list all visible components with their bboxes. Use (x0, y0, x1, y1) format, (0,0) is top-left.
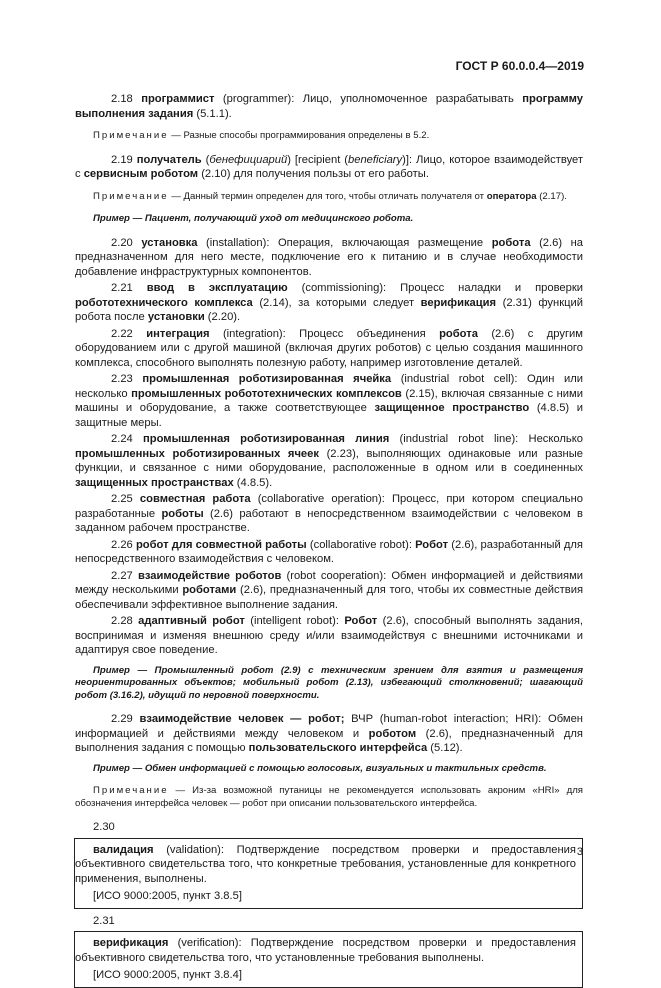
term: интеграция (146, 327, 210, 340)
page-number: 3 (576, 846, 583, 858)
standard-designation: ГОСТ Р 60.0.0.4—2019 (455, 59, 584, 73)
entry-number-2-30: 2.30 (93, 821, 115, 833)
entry-2-18: 2.18 программист (programmer): Лицо, уполномоченное разрабатывать программу выполнения задания (5.1.1). (75, 93, 584, 120)
example-label: Пример (93, 762, 130, 774)
entry-2-24: 2.24 промышленная роботизированная линия (industrial robot line): Несколько промышленных роботизированных ячеек (2.23), выполняющих одинаковые или разные функции, и связанное с ними оборудование, расположенные в одном или в соединенных защищенных пространствах (4.8.5). (75, 433, 583, 489)
note-label: Примечание (93, 190, 169, 202)
entry-number-2-31: 2.31 (93, 914, 115, 927)
entry-2-30: валидация (validation): Подтверждение посредством проверки и предоставления объективного свидетельства того, что конкретные требования, установленные для конкретного применения, выполнены. (75, 843, 576, 885)
term: промышленная роботизированная линия (143, 433, 390, 445)
entry-number: 2.28 (111, 615, 133, 627)
document-body (75, 92, 583, 988)
entry-number: 2.19 (111, 153, 133, 166)
entry-2-31-box (74, 931, 583, 988)
term: установка (141, 236, 198, 249)
note-label: Примечание (93, 130, 169, 141)
term: адаптивный робот (138, 615, 245, 627)
term: совместная работа (139, 493, 251, 505)
entry-number: 2.18 (111, 93, 133, 105)
source-reference: [ИСО 9000:2005, пункт 3.8.4] (93, 969, 242, 981)
entry-2-25: 2.25 совместная работа (collaborative operation): Процесс, при котором специально разработанные роботы (2.6) работают в непосредственном взаимодействии с человеком в заданном рабочем пространстве. (75, 493, 583, 534)
note-2-18: Примечание — Разные способы программирования определены в 5.2. (93, 130, 430, 141)
entry-2-23: 2.23 промышленная роботизированная ячейка (industrial robot cell): Один или несколько промышленных робототехнических комплексов (2.15), включая связанные с ними машины и оборудование, а также соответствующее защищенное пространство (4.8.5) и защитные меры. (75, 373, 583, 429)
example-2-28: Пример — Промышленный робот (2.9) с техническим зрением для взятия и размещения неориентированных объектов; мобильный робот (2.13), избегающий столкновений; шагающий робот (3.16.2), идущий по неровной поверхности. (75, 664, 583, 701)
entry-2-22: 2.22 интеграция (integration): Процесс объединения робота (2.6) с другим оборудованием или с другой машиной (включая других роботов) с целью создания машинного комплекса, способного выполнять полезную работу, например изготовление деталей. (75, 327, 583, 369)
term: получатель (136, 153, 202, 166)
entry-2-28: 2.28 адаптивный робот (intelligent robot): Робот (2.6), способный выполнять задания, воспринимая и изменяя внешнюю среду и/или взаимодействуя с внешними источниками и адаптируя свое поведение. (75, 615, 584, 656)
example-2-29: Пример — Обмен информацией с помощью голосовых, визуальных и тактильных средств. (93, 762, 547, 774)
term: валидация (93, 843, 154, 856)
term: взаимодействие человек — робот; (139, 713, 345, 725)
entry-number: 2.26 (111, 538, 133, 551)
entry-2-26: 2.26 робот для совместной работы (collaborative robot): Робот (2.6), разработанный для непосредственного взаимодействия с человеком. (75, 538, 583, 565)
note-label: Примечание (93, 785, 169, 796)
source-reference: [ИСО 9000:2005, пункт 3.8.5] (93, 890, 242, 902)
term: ввод в эксплуатацию (146, 282, 288, 294)
example-label: Пример (93, 664, 130, 676)
entry-2-29: 2.29 взаимодействие человек — робот; ВЧР (human-robot interaction; HRI): Обмен информацией и действиями между человеком и роботом (2.6), предназначенный для выполнения задания с помощью пользовательского интерфейса (5.12). (75, 713, 583, 754)
term: верификация (93, 937, 169, 949)
entry-number: 2.23 (111, 373, 133, 385)
note-2-19: Примечание — Данный термин определен для того, чтобы отличать получателя от оператора (2.17). (93, 190, 567, 202)
entry-number: 2.24 (111, 433, 133, 445)
entry-2-30-box (74, 838, 583, 909)
entry-number: 2.27 (111, 569, 133, 582)
term: программист (141, 93, 215, 105)
entry-number: 2.20 (111, 236, 133, 249)
term: робот для совместной работы (135, 538, 307, 551)
entry-number: 2.29 (111, 713, 133, 725)
entry-number: 2.22 (111, 327, 133, 340)
entry-2-20: 2.20 установка (installation): Операция, включающая размещение робота (2.6) на предназначенном для него месте, подключение его к питанию и в случае необходимости добавление инфраструктурных компонентов. (75, 236, 584, 278)
note-2-29: Примечание — Из-за возможной путаницы не рекомендуется использовать акроним «HRI» для обозначения интерфейса человек — робот при описании пользовательского интерфейса. (75, 785, 583, 809)
entry-2-27: 2.27 взаимодействие роботов (robot cooperation): Обмен информацией и действиями между несколькими роботами (2.6), предназначенный для того, чтобы их совместные действия обеспечивали эффективное выполнение задания. (75, 569, 584, 611)
example-2-19: Пример — Пациент, получающий уход от медицинского робота. (93, 213, 414, 224)
entry-number: 2.21 (111, 282, 133, 294)
example-label: Пример (93, 213, 130, 224)
term: взаимодействие роботов (137, 569, 282, 582)
entry-2-21: 2.21 ввод в эксплуатацию (commissioning): Процесс наладки и проверки робототехнического комплекса (2.14), за которыми следует верификация (2.31) функций робота после установки (2.20). (75, 282, 584, 323)
entry-2-19: 2.19 получатель (бенефициарий) [recipient (beneficiary)]: Лицо, которое взаимодействует с сервисным роботом (2.10) для получения пользы от его работы. (75, 153, 584, 180)
entry-2-31: верификация (verification): Подтверждение посредством проверки и предоставления объективного свидетельства того, что установленные требования выполнены. (75, 937, 576, 964)
term: промышленная роботизированная ячейка (142, 373, 392, 385)
entry-number: 2.25 (111, 493, 133, 505)
